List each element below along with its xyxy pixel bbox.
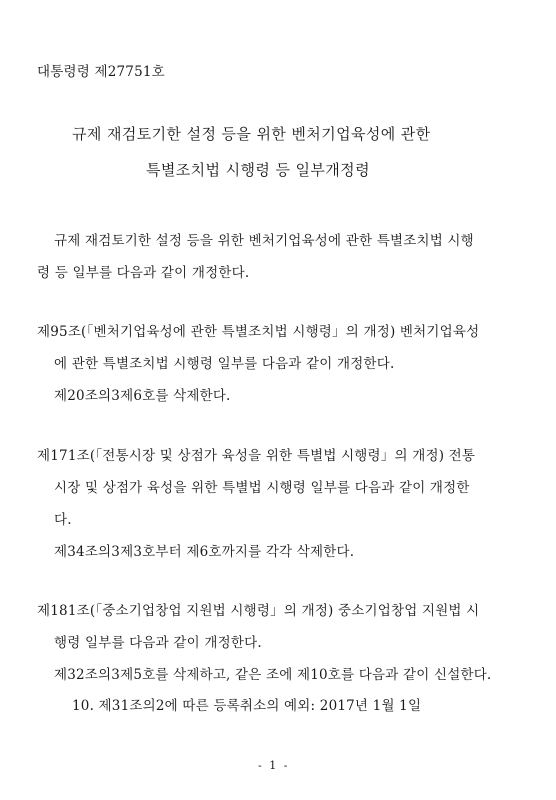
article-95-heading-line-2: 에 관한 특별조치법 시행령 일부를 다음과 같이 개정한다. <box>54 356 395 372</box>
article-171-amendment: 제34조의3제3호부터 제6호까지를 각각 삭제한다. <box>54 544 355 560</box>
intro-paragraph-line-2: 령 등 일부를 다음과 같이 개정한다. <box>37 265 250 281</box>
article-95-heading-line-1: 제95조(「벤처기업육성에 관한 특별조치법 시행령」의 개정) 벤처기업육성 <box>37 324 480 340</box>
article-95-amendment: 제20조의3제6호를 삭제한다. <box>54 388 231 404</box>
intro-paragraph-line-1: 규제 재검토기한 설정 등을 위한 벤처기업육성에 관한 특별조치법 시행 <box>54 233 474 249</box>
article-181-heading-line-1: 제181조(「중소기업창업 지원법 시행령」의 개정) 중소기업창업 지원법 시 <box>37 603 480 619</box>
decree-number: 대통령령 제27751호 <box>37 64 165 80</box>
page-number: - 1 - <box>258 759 290 772</box>
article-181-amendment-1: 제32조의3제5호를 삭제하고, 같은 조에 제10호를 다음과 같이 신설한다. <box>54 667 492 683</box>
article-171-heading-line-1: 제171조(「전통시장 및 상점가 육성을 위한 특별법 시행령」의 개정) 전통 <box>37 448 476 464</box>
article-181-heading-line-2: 행령 일부를 다음과 같이 개정한다. <box>54 635 262 651</box>
document-title-line-2: 특별조치법 시행령 등 일부개정령 <box>146 161 370 179</box>
article-181-amendment-2: 10. 제31조의2에 따른 등록취소의 예외: 2017년 1월 1일 <box>72 698 422 714</box>
article-171-heading-line-2: 시장 및 상점가 육성을 위한 특별법 시행령 일부를 다음과 같이 개정한 <box>54 480 470 496</box>
article-171-heading-line-3: 다. <box>54 512 72 528</box>
document-title-line-1: 규제 재검토기한 설정 등을 위한 벤처기업육성에 관한 <box>72 125 431 143</box>
